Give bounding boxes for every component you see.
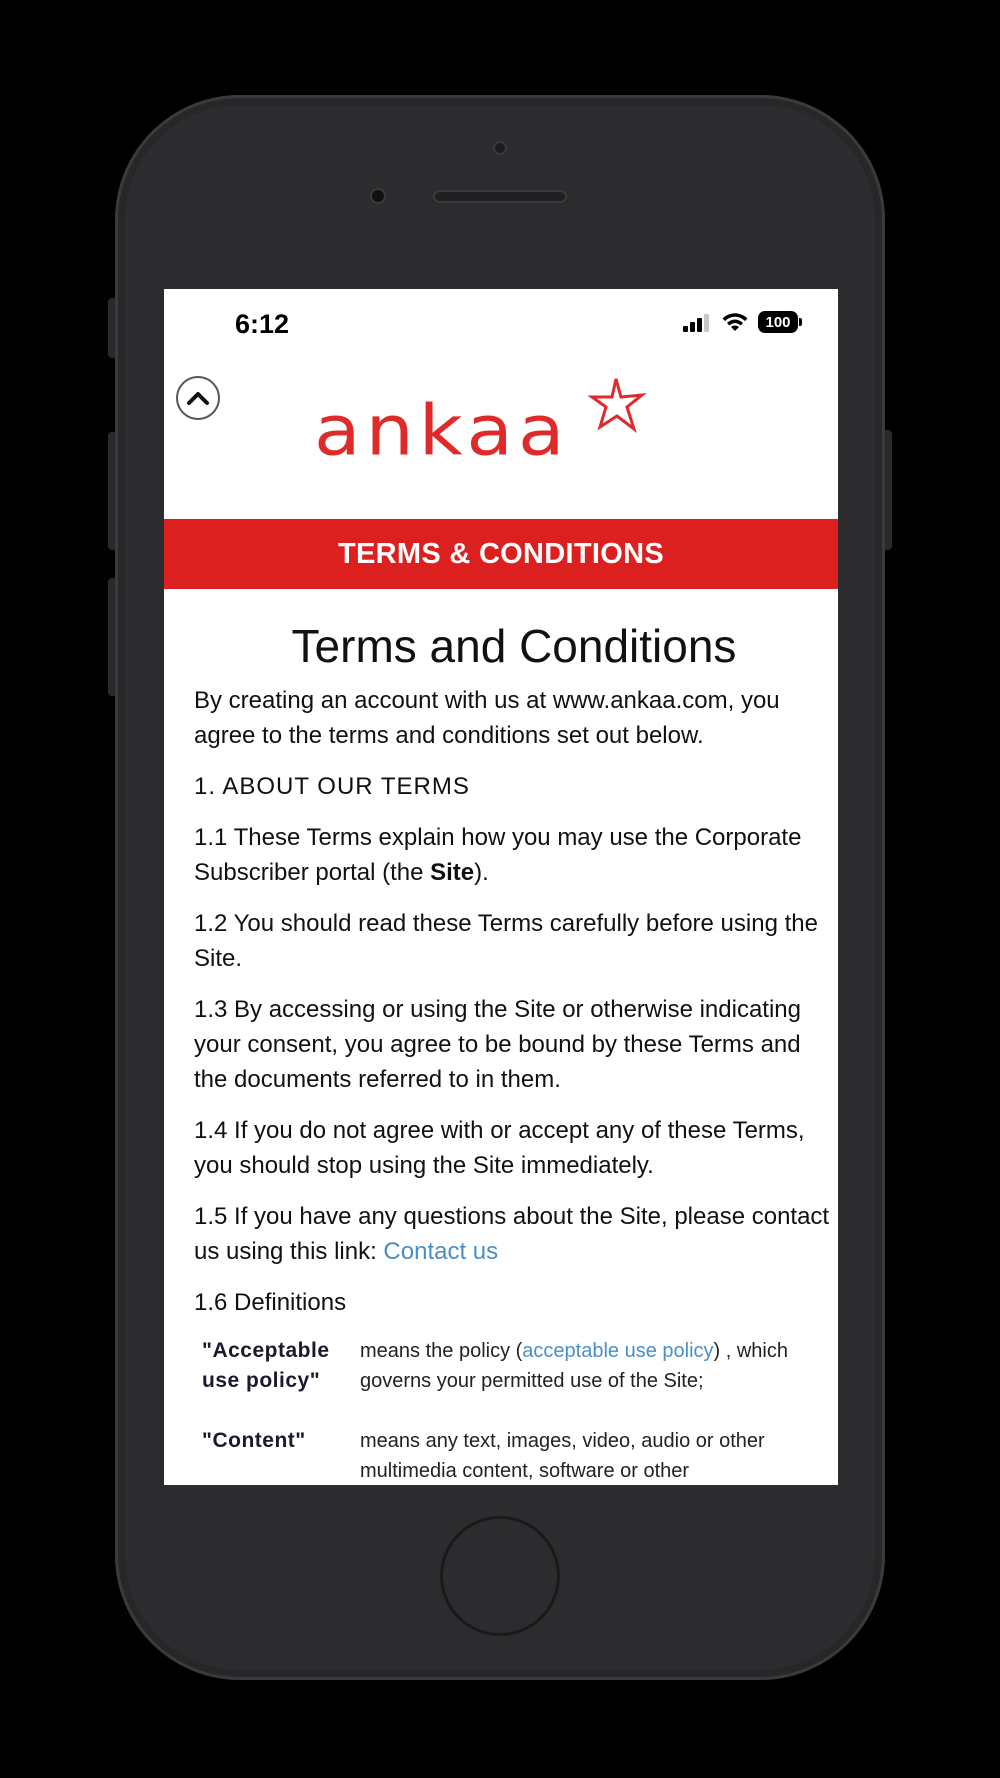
status-icons	[682, 311, 798, 333]
proximity-sensor	[370, 188, 386, 204]
definition-term: "Content"	[202, 1429, 306, 1452]
definition-row	[194, 1336, 834, 1396]
home-button[interactable]	[440, 1516, 560, 1636]
term-1-1-text: 1.1 These Terms explain how you may use the Corporate Subscriber portal (the	[194, 824, 802, 886]
section-heading: 1. ABOUT OUR TERMS	[194, 773, 470, 800]
definition-row	[194, 1426, 834, 1485]
contact-us-link[interactable]: Contact us	[383, 1238, 499, 1265]
front-camera	[493, 141, 507, 155]
term-1-2: 1.2 You should read these Terms carefully before using the Site.	[194, 910, 818, 972]
wifi-icon	[721, 312, 749, 332]
site-term: Site	[430, 859, 475, 886]
signal-icon	[682, 312, 712, 332]
earpiece-speaker	[433, 190, 567, 203]
definition-text-start: means the policy (	[360, 1340, 523, 1362]
battery-icon: 100	[758, 311, 798, 333]
page-banner: TERMS & CONDITIONS	[164, 519, 838, 589]
term-1-4: 1.4 If you do not agree with or accept any of these Terms, you should stop using the Site immediately.	[194, 1117, 805, 1179]
status-bar	[164, 289, 838, 357]
ankaa-logo	[314, 377, 694, 492]
term-1-1-end: ).	[474, 859, 489, 886]
chevron-up-icon	[186, 390, 210, 406]
definition-text-end: ) , which governs your permitted use of the Site;	[360, 1340, 788, 1392]
term-1-5	[194, 1199, 834, 1269]
definition-text	[360, 1336, 830, 1396]
logo-text: ankaa	[314, 389, 570, 471]
term-1-3: 1.3 By accessing or using the Site or otherwise indicating your consent, you agree to be bound by these Terms and the documents referred to in them.	[194, 996, 801, 1093]
star-icon	[586, 377, 652, 435]
definitions-table	[194, 1336, 834, 1485]
status-time: 6:12	[235, 309, 290, 339]
term-1-1	[194, 820, 834, 890]
definition-text: means any text, images, video, audio or other multimedia content, software or other	[360, 1430, 765, 1482]
term-1-5-text: 1.5 If you have any questions about the Site, please contact us using this link:	[194, 1203, 830, 1265]
page-title: Terms and Conditions	[291, 620, 737, 672]
term-1-6: 1.6 Definitions	[194, 1289, 347, 1316]
acceptable-use-policy-link[interactable]: acceptable use policy	[522, 1340, 714, 1362]
intro-paragraph: By creating an account with us at www.ankaa.com, you agree to the terms and conditions set out below.	[194, 687, 780, 749]
terms-content	[194, 589, 834, 1485]
scroll-up-button[interactable]	[176, 376, 220, 420]
phone-screen	[164, 289, 838, 1485]
definition-term: "Acceptable use policy"	[202, 1339, 330, 1392]
